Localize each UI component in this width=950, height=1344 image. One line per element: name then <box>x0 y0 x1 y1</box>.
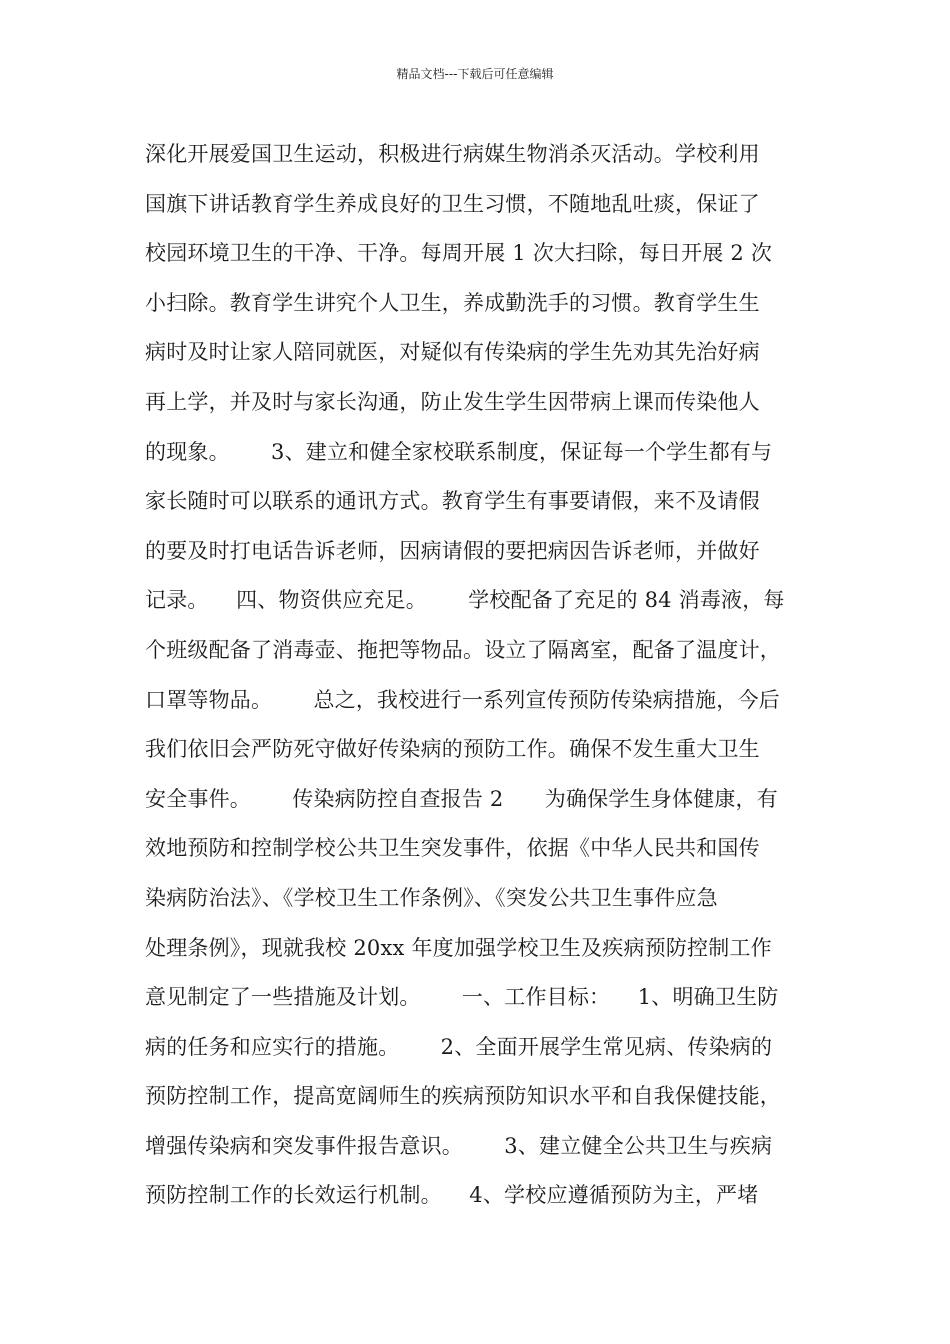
text-line: 记录。 四、物资供应充足。 学校配备了充足的 84 消毒液，每 <box>145 588 785 613</box>
text-line: 增强传染病和突发事件报告意识。 3、建立健全公共卫生与疾病 <box>145 1133 773 1158</box>
text-line: 病的任务和应实行的措施。 2、全面开展学生常见病、传染病的 <box>145 1034 773 1059</box>
text-line: 病时及时让家人陪同就医，对疑似有传染病的学生先劝其先治好病 <box>145 340 760 365</box>
text-line: 效地预防和控制学校公共卫生突发事件，依据《中华人民共和国传 <box>145 836 760 861</box>
text-line: 染病防治法》、《学校卫生工作条例》、《突发公共卫生事件应急 <box>145 885 718 910</box>
text-line: 小扫除。教育学生讲究个人卫生，养成勤洗手的习惯。教育学生生 <box>145 290 760 315</box>
text-line: 国旗下讲话教育学生养成良好的卫生习惯，不随地乱吐痰，保证了 <box>145 191 760 216</box>
page-header: 精品文档---下载后可任意编辑 <box>396 67 554 81</box>
text-line: 处理条例》，现就我校 20xx 年度加强学校卫生及疾病预防控制工作 <box>145 935 772 960</box>
text-line: 口罩等物品。 总之，我校进行一系列宣传预防传染病措施，今后 <box>145 687 780 712</box>
document-body <box>145 130 825 1221</box>
text-line: 安全事件。 传染病防控自查报告 2 为确保学生身体健康，有 <box>145 786 778 811</box>
text-line: 个班级配备了消毒壶、拖把等物品。设立了隔离室，配备了温度计， <box>145 637 781 662</box>
text-line: 校园环境卫生的干净、干净。每周开展 1 次大扫除，每日开展 2 次 <box>145 241 773 266</box>
text-line: 深化开展爱国卫生运动，积极进行病媒生物消杀灭活动。学校利用 <box>145 142 760 166</box>
text-line: 家长随时可以联系的通讯方式。教育学生有事要请假，来不及请假 <box>145 489 760 514</box>
text-line: 再上学，并及时与家长沟通，防止发生学生因带病上课而传染他人 <box>145 389 760 414</box>
text-line: 预防控制工作的长效运行机制。 4、学校应遵循预防为主，严堵 <box>145 1183 759 1208</box>
text-line: 意见制定了一些措施及计划。 一、工作目标： 1、明确卫生防 <box>145 985 779 1010</box>
text-line: 我们依旧会严防死守做好传染病的预防工作。确保不发生重大卫生 <box>145 737 760 762</box>
text-line: 的要及时打电话告诉老师，因病请假的要把病因告诉老师，并做好 <box>145 538 760 563</box>
text-line: 的现象。 3、建立和健全家校联系制度，保证每一个学生都有与 <box>145 439 773 464</box>
text-line: 预防控制工作，提高宽阔师生的疾病预防知识水平和自我保健技能， <box>145 1084 781 1109</box>
